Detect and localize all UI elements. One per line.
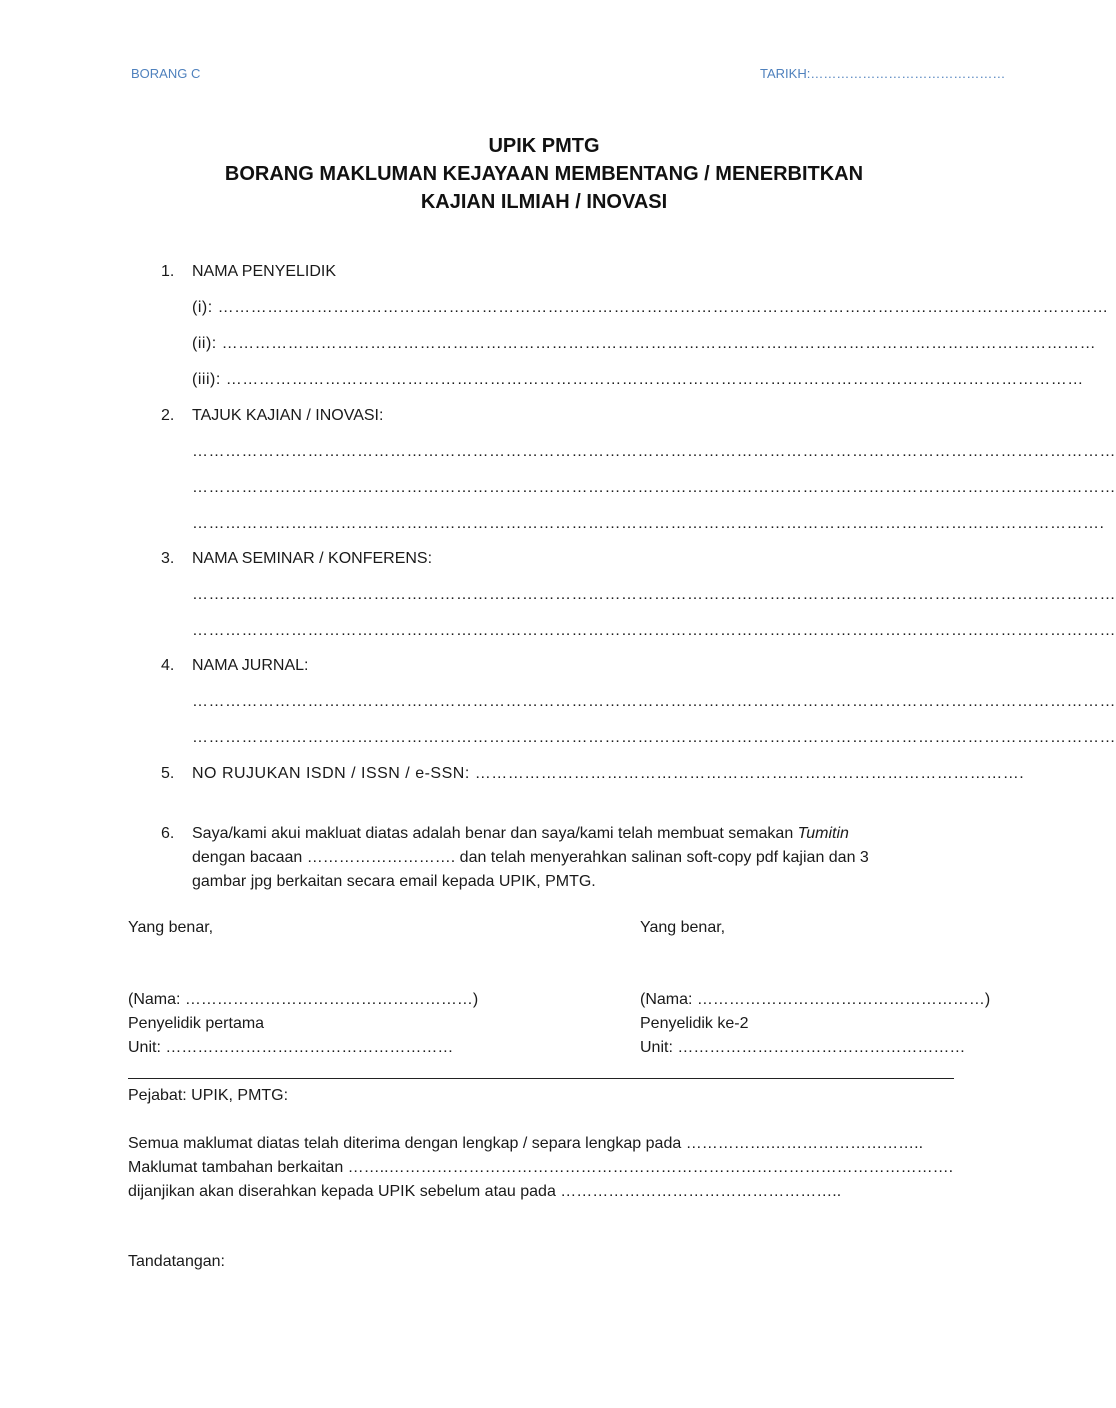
declaration-line-3: gambar jpg berkaitan secara email kepada UPIK, PMTG. [192, 873, 596, 890]
title-field-line-3[interactable]: …………………………………………………………………………………………………………………………………………………. [192, 515, 1105, 532]
office-note-line-3[interactable]: dijanjikan akan diserahkan kepada UPIK sebelum atau pada …………………………………………….. [128, 1183, 842, 1200]
signature-label: Tandatangan: [128, 1253, 225, 1270]
section-4-label: NAMA JURNAL: [192, 657, 309, 674]
office-label: Pejabat: UPIK, PMTG: [128, 1087, 289, 1104]
seminar-field-line-1[interactable]: …………………………………………………………………………………………………………………………………………………… [192, 586, 1116, 603]
title-line-1: UPIK PMTG [488, 135, 600, 157]
journal-field-line-2[interactable]: …………………………………………………………………………………………………………………………………………………… [192, 729, 1116, 746]
office-note-line-1[interactable]: Semua maklumat diatas telah diterima dengan lengkap / separa lengkap pada …………….……………………….. [128, 1135, 924, 1152]
form-code: BORANG C [131, 66, 201, 81]
title-line-3: KAJIAN ILMIAH / INOVASI [420, 191, 668, 213]
office-notes [128, 1132, 953, 1204]
declaration-text: Saya/kami akui makluat diatas adalah benar dan saya/kami telah membuat semakan [192, 825, 798, 842]
office-note-line-2[interactable]: Maklumat tambahan berkaitan ……..……………………………………………………………………………………………. [128, 1159, 954, 1176]
section-5-number: 5. [161, 765, 175, 782]
journal-field-line-1[interactable]: …………………………………………………………………………………………………………………………………………………… [192, 693, 1116, 710]
section-1-number: 1. [161, 263, 175, 280]
declaration-paragraph [192, 822, 962, 894]
reference-number-field[interactable]: NO RUJUKAN ISDN / ISSN / e-SSN: ………………………………………………………………………………………. [192, 765, 1025, 782]
declaration-line-1 [192, 822, 962, 846]
researcher-2-field[interactable]: (ii): …………………………………………………………………………………………………………………………………………… [192, 335, 1097, 352]
section-1-label: NAMA PENYELIDIK [192, 263, 337, 280]
first-researcher-name-field[interactable]: (Nama: ………………………………………………) [128, 991, 479, 1008]
right-greeting: Yang benar, [640, 919, 726, 936]
title-line-2: BORANG MAKLUMAN KEJAYAAN MEMBENTANG / MENERBITKAN [224, 163, 864, 185]
second-researcher-unit-field[interactable]: Unit: ……………………………………………… [640, 1039, 966, 1056]
section-4-number: 4. [161, 657, 175, 674]
section-3-number: 3. [161, 550, 175, 567]
date-field[interactable]: TARIKH:……………………………………… [760, 66, 1006, 81]
researcher-3-field[interactable]: (iii): ………………………………………………………………………………………………………………………………………… [192, 371, 1084, 388]
declaration-line-2: dengan bacaan ………………………. dan telah menyerahkan salinan soft-copy pdf kajian dan 3 [192, 849, 869, 866]
section-3-label: NAMA SEMINAR / KONFERENS: [192, 550, 433, 567]
left-greeting: Yang benar, [128, 919, 214, 936]
first-researcher-role: Penyelidik pertama [128, 1015, 265, 1032]
second-researcher-role: Penyelidik ke-2 [640, 1015, 749, 1032]
section-2-label: TAJUK KAJIAN / INOVASI: [192, 407, 384, 424]
divider-line [128, 1078, 954, 1079]
tumitin-word: Tumitin [797, 825, 849, 842]
second-researcher-name-field[interactable]: (Nama: ………………………………………………) [640, 991, 991, 1008]
first-researcher-unit-field[interactable]: Unit: ……………………………………………… [128, 1039, 454, 1056]
seminar-field-line-2[interactable]: …………………………………………………………………………………………………………………………………………………… [192, 622, 1116, 639]
researcher-1-field[interactable]: (i): ……………………………………………………………………………………………………………………………………………… [192, 299, 1109, 316]
section-6-number: 6. [161, 825, 175, 842]
section-2-number: 2. [161, 407, 175, 424]
title-field-line-1[interactable]: …………………………………………………………………………………………………………………………………………………… [192, 443, 1116, 460]
title-field-line-2[interactable]: …………………………………………………………………………………………………………………………………………………… [192, 479, 1116, 496]
title-block [0, 132, 1088, 216]
